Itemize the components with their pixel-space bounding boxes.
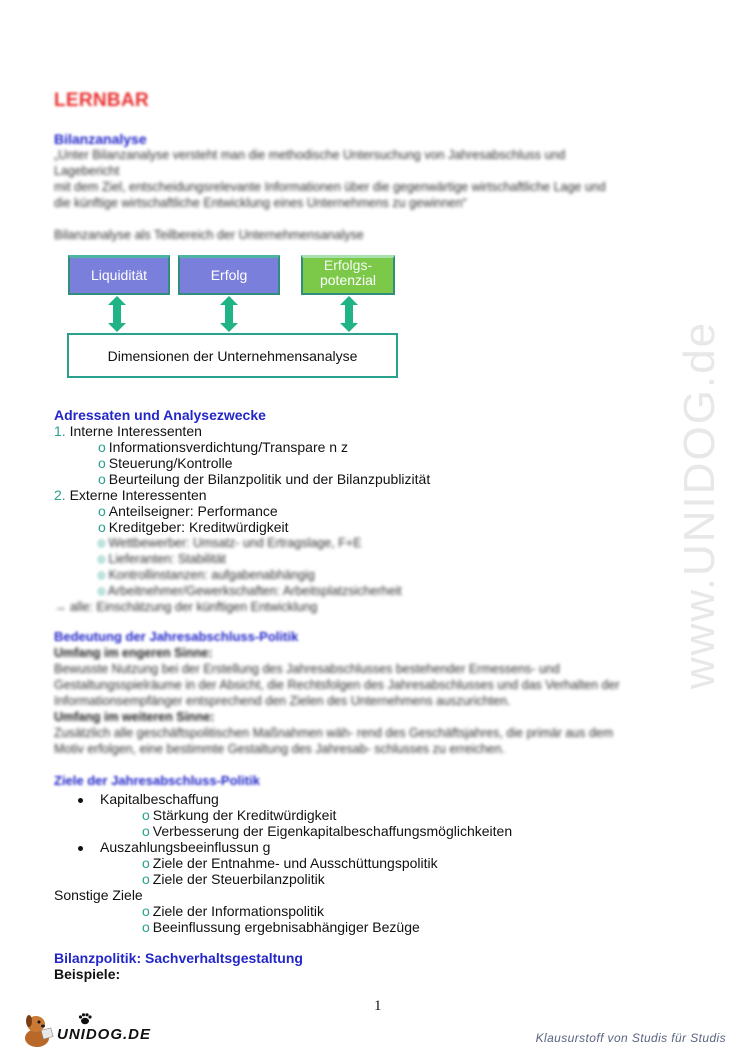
list-item-text: Ziele der Entnahme- und Ausschüttungspolitik xyxy=(152,855,438,871)
brand-title: LERNBAR xyxy=(54,90,149,111)
list-item-text: Ziele der Informationspolitik xyxy=(152,903,324,919)
circle-bullet-icon: o xyxy=(98,503,106,519)
quote-line: Lagebericht xyxy=(54,164,120,178)
circle-bullet-icon: o xyxy=(142,855,150,871)
bedeutung-body xyxy=(54,645,714,757)
list-item-blurred xyxy=(98,583,402,599)
body-line: Bewusste Nutzung bei der Erstellung des Jahresabschlusses bestehender Ermessens- und xyxy=(54,662,560,676)
list-number: 1. xyxy=(54,423,66,439)
bilanzanalyse-definition xyxy=(54,147,714,211)
list-item-text: Kreditgeber: Kreditwürdigkeit xyxy=(108,519,289,535)
group-label: Externe Interessenten xyxy=(69,487,207,503)
double-arrow-icon xyxy=(340,296,358,332)
page-number: 1 xyxy=(374,998,382,1014)
box-erfolgspotenzial xyxy=(301,255,395,295)
circle-bullet-icon: o xyxy=(142,807,150,823)
box-liquiditaet: Liquidität xyxy=(68,255,170,295)
bullet-item xyxy=(78,791,219,807)
circle-bullet-icon: o xyxy=(98,439,106,455)
list-item xyxy=(142,871,325,887)
double-arrow-icon xyxy=(220,296,238,332)
subheading: Umfang im engeren Sinne: xyxy=(54,646,213,660)
list-item xyxy=(142,823,512,839)
group-interne xyxy=(54,423,202,439)
subheading: Umfang im weiteren Sinne: xyxy=(54,710,215,724)
watermark: www.UNIDOG.de xyxy=(675,320,724,690)
circle-bullet-icon: o xyxy=(142,823,150,839)
section-bilanzanalyse-title: Bilanzanalyse xyxy=(54,131,147,147)
circle-bullet-icon: o xyxy=(98,584,108,598)
list-item-text: Lieferanten: Stabilität xyxy=(108,552,226,566)
circle-bullet-icon: o xyxy=(98,519,106,535)
list-item-text: Beurteilung der Bilanzpolitik und der Bilanzpublizität xyxy=(108,471,431,487)
box-erfolg: Erfolg xyxy=(178,255,280,295)
section-sachverhaltsgestaltung-title: Bilanzpolitik: Sachverhaltsgestaltung xyxy=(54,950,303,966)
list-item-blurred xyxy=(98,551,226,567)
quote-line: „Unter Bilanzanalyse versteht man die methodische Untersuchung von Jahresabschluss und xyxy=(54,148,566,162)
group-label: Interne Interessenten xyxy=(69,423,202,439)
list-item-blurred xyxy=(98,567,315,583)
list-item xyxy=(98,455,233,471)
group-externe xyxy=(54,487,207,503)
unidog-logo-text: UNIDOG.DE xyxy=(57,1026,152,1043)
circle-bullet-icon: o xyxy=(98,552,109,566)
list-item xyxy=(98,519,289,535)
list-item xyxy=(142,919,420,935)
section-ziele-title: Ziele der Jahresabschluss-Politik xyxy=(54,773,260,788)
list-item-text: Stärkung der Kreditwürdigkeit xyxy=(152,807,337,823)
list-item xyxy=(98,471,430,487)
dog-mascot-icon xyxy=(22,1012,56,1048)
list-item-blurred xyxy=(98,535,361,551)
list-item-text: Verbesserung der Eigenkapitalbeschaffungsmöglichkeiten xyxy=(152,823,513,839)
list-number: 2. xyxy=(54,487,66,503)
list-item xyxy=(98,439,348,455)
conclusion-line: → alle: Einschätzung der künftigen Entwicklung xyxy=(54,600,318,614)
box-erfolgspotenzial-line2: potenzial xyxy=(319,271,377,288)
diagram-caption: Bilanzanalyse als Teilbereich der Unternehmensanalyse xyxy=(54,228,364,242)
double-arrow-icon xyxy=(108,296,126,332)
body-line: Informationsempfänger entsprechend den Zielen des Unternehmens auszurichten. xyxy=(54,694,511,708)
body-line: Zusätzlich alle geschäftspolitischen Maßnahmen wäh- rend des Geschäftsjahres, die primär aus dem xyxy=(54,726,614,740)
list-item xyxy=(142,903,324,919)
bullet-label: Auszahlungsbeeinflussun g xyxy=(100,839,271,855)
list-item xyxy=(142,855,438,871)
list-item-text: Kontrollinstanzen: aufgabenabhängig xyxy=(108,568,315,582)
circle-bullet-icon: o xyxy=(98,536,109,550)
other-goals-label: Sonstige Ziele xyxy=(54,887,143,903)
body-line: Gestaltungsspielräume in der Absicht, die Rechtsfolgen des Jahresabschlusses und das Verhalten der xyxy=(54,678,620,692)
list-item xyxy=(98,503,278,519)
list-item-text: Arbeitnehmer/Gewerkschaften: Arbeitsplatzsicherheit xyxy=(107,584,402,598)
footer-tagline: Klausurstoff von Studis für Studis xyxy=(535,1031,726,1045)
circle-bullet-icon: o xyxy=(142,919,150,935)
bullet-item xyxy=(78,839,270,855)
list-item xyxy=(142,807,336,823)
circle-bullet-icon: o xyxy=(142,903,150,919)
circle-bullet-icon: o xyxy=(98,471,106,487)
box-dimensionen: Dimensionen der Unternehmensanalyse xyxy=(67,333,398,378)
list-item-text: Beeinflussung ergebnisabhängiger Bezüge xyxy=(152,919,420,935)
list-item-text: Anteilseigner: Performance xyxy=(108,503,278,519)
list-item-text: Wettbewerber: Umsatz- und Ertragslage, F+E xyxy=(108,536,362,550)
quote-line: die künftige wirtschaftliche Entwicklung eines Unternehmens zu gewinnen“ xyxy=(54,196,467,210)
bullet-label: Kapitalbeschaffung xyxy=(100,791,219,807)
paw-icon xyxy=(78,1013,92,1025)
quote-line: mit dem Ziel, entscheidungsrelevante Informationen über die gegenwärtige wirtschaftliche Lage und xyxy=(54,180,606,194)
circle-bullet-icon: o xyxy=(98,568,109,582)
list-item-text: Ziele der Steuerbilanzpolitik xyxy=(152,871,325,887)
body-line: Motiv erfolgen, eine bestimmte Gestaltung des Jahresab- schlusses zu erreichen. xyxy=(54,742,505,756)
box-erfolgspotenzial-line1: Erfolgs- xyxy=(323,256,373,273)
bullet-icon xyxy=(78,846,83,851)
circle-bullet-icon: o xyxy=(142,871,150,887)
section-adressaten-title: Adressaten und Analysezwecke xyxy=(54,407,266,423)
list-item-text: Informationsverdichtung/Transpare n z xyxy=(108,439,348,455)
beispiele-label: Beispiele: xyxy=(54,966,121,982)
bullet-icon xyxy=(78,798,83,803)
list-item-text: Steuerung/Kontrolle xyxy=(108,455,233,471)
section-bedeutung-title: Bedeutung der Jahresabschluss-Politik xyxy=(54,629,299,644)
circle-bullet-icon: o xyxy=(98,455,106,471)
